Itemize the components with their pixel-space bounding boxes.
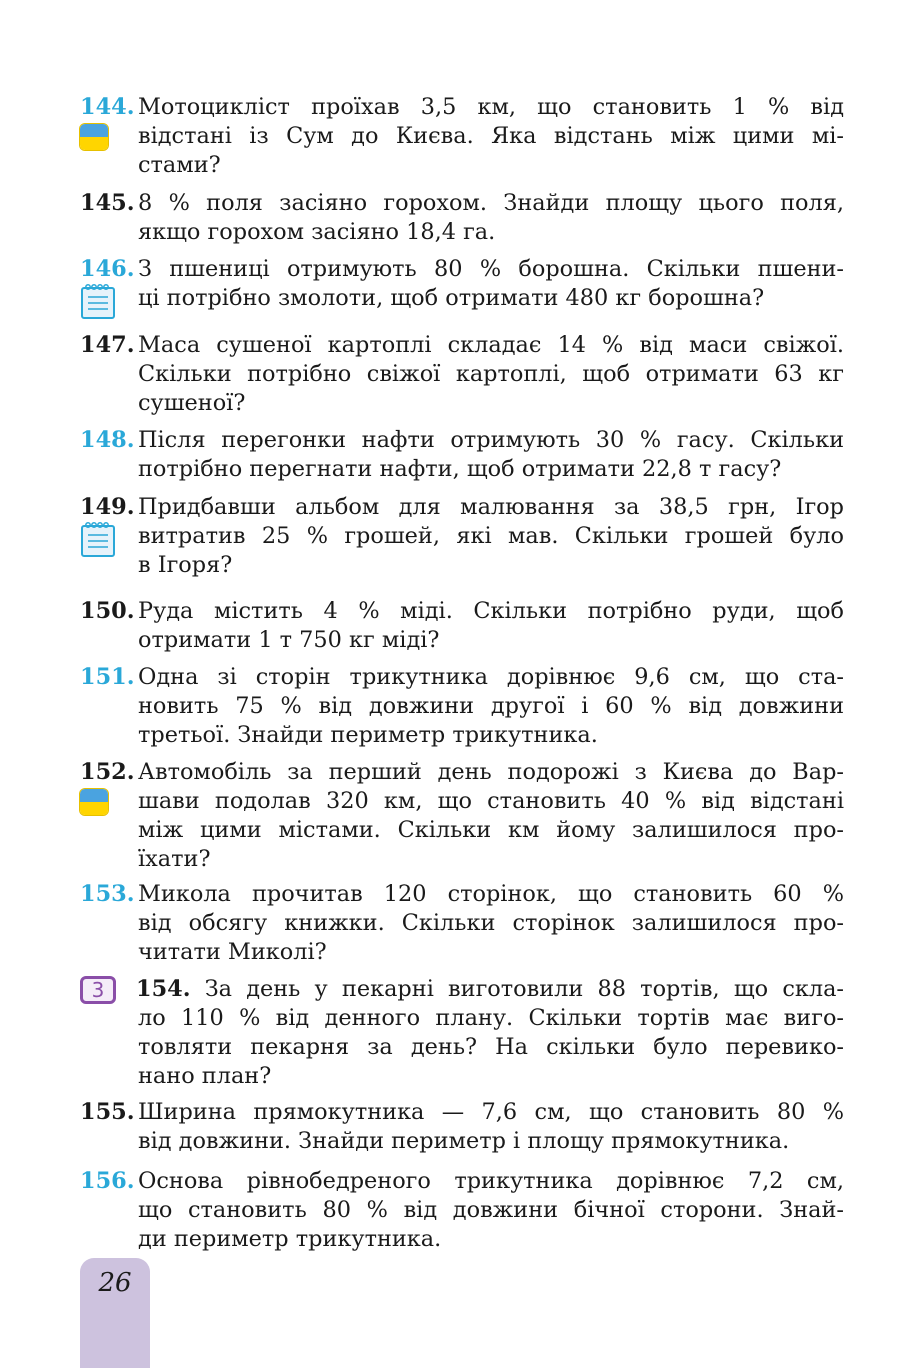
ukraine-flag-icon xyxy=(80,789,108,815)
problem-text-line: третьої. Знайди периметр трикутника. xyxy=(138,722,598,748)
problem-text-line xyxy=(136,974,844,1004)
problem-number: 152. xyxy=(80,759,135,785)
problem-text-line: ло 110 % від денного плану. Скільки тортів має виго- xyxy=(138,1005,844,1031)
problem-text-line: Скільки потрібно свіжої картоплі, щоб отримати 63 кг xyxy=(138,361,844,387)
problem-text-line: Придбавши альбом для малювання за 38,5 грн, Ігор xyxy=(138,494,844,520)
problem-number: 145. xyxy=(80,190,135,216)
difficulty-level-badge: 3 xyxy=(80,976,116,1004)
problem-text-line: їхати? xyxy=(138,846,211,872)
problem-text-line: Автомобіль за перший день подорожі з Києва до Вар- xyxy=(138,759,844,785)
problem-number: 153. xyxy=(80,881,135,907)
problem-text-line: між цими містами. Скільки км йому залишилося про- xyxy=(138,817,844,843)
problem-text-line: в Ігоря? xyxy=(138,552,233,578)
problem-text-line: отримати 1 т 750 кг міді? xyxy=(138,627,440,653)
notebook-icon xyxy=(80,520,116,558)
problem-number: 150. xyxy=(80,598,135,624)
problem-text-line: відстані із Сум до Києва. Яка відстань між цими мі- xyxy=(138,123,844,149)
problem-number: 154. xyxy=(136,976,191,1002)
problem-number: 144. xyxy=(80,94,135,120)
problem-text-line: Микола прочитав 120 сторінок, що становить 60 % xyxy=(138,881,844,907)
problem-text-line: Одна зі сторін трикутника дорівнює 9,6 см, що ста- xyxy=(138,664,844,690)
problem-text-line: Мотоцикліст проїхав 3,5 км, що становить 1 % від xyxy=(138,94,844,120)
problem-number: 149. xyxy=(80,494,135,520)
problem-text-line: Ширина прямокутника — 7,6 см, що становить 80 % xyxy=(138,1099,844,1125)
problem-text-line: нано план? xyxy=(138,1063,272,1089)
problem-number: 155. xyxy=(80,1099,135,1125)
problem-text-line: З пшениці отримують 80 % борошна. Скільки пшени- xyxy=(138,256,844,282)
notebook-icon xyxy=(80,282,116,320)
problem-text-line: Руда містить 4 % міді. Скільки потрібно руди, щоб xyxy=(138,598,844,624)
problem-text: За день у пекарні виготовили 88 тортів, що скла- xyxy=(204,976,844,1002)
problem-text-line: Після перегонки нафти отримують 30 % гасу. Скільки xyxy=(138,427,844,453)
problem-text-line: що становить 80 % від довжини бічної сторони. Знай- xyxy=(138,1197,844,1223)
problem-text-line: сушеної? xyxy=(138,390,246,416)
problem-number: 156. xyxy=(80,1168,135,1194)
page-number-tab xyxy=(80,1258,150,1368)
problem-text-line: потрібно перегнати нафти, щоб отримати 22,8 т гасу? xyxy=(138,456,782,482)
problem-number: 151. xyxy=(80,664,135,690)
problem-number: 147. xyxy=(80,332,135,358)
problem-text-line: якщо горохом засіяно 18,4 га. xyxy=(138,219,496,245)
problem-text-line: від довжини. Знайди периметр і площу прямокутника. xyxy=(138,1128,790,1154)
problem-text-line: стами? xyxy=(138,152,221,178)
problem-text-line: ди периметр трикутника. xyxy=(138,1226,442,1252)
page-number: 26 xyxy=(98,1268,132,1298)
ukraine-flag-icon xyxy=(80,124,108,150)
problem-text-line: читати Миколі? xyxy=(138,939,327,965)
problem-text-line: ці потрібно змолоти, щоб отримати 480 кг борошна? xyxy=(138,285,765,311)
problem-text-line: Основа рівнобедреного трикутника дорівнює 7,2 см, xyxy=(138,1168,844,1194)
problem-number: 146. xyxy=(80,256,135,282)
problem-text-line: 8 % поля засіяно горохом. Знайди площу цього поля, xyxy=(138,190,844,216)
problem-number: 148. xyxy=(80,427,135,453)
problem-text-line: витратив 25 % грошей, які мав. Скільки грошей було xyxy=(138,523,844,549)
problem-text-line: шави подолав 320 км, що становить 40 % від відстані xyxy=(138,788,844,814)
problem-text-line: новить 75 % від довжини другої і 60 % від довжини xyxy=(138,693,844,719)
problem-text-line: від обсягу книжки. Скільки сторінок залишилося про- xyxy=(138,910,844,936)
problem-text-line: Маса сушеної картоплі складає 14 % від маси свіжої. xyxy=(138,332,844,358)
problem-text-line: товляти пекарня за день? На скільки було перевико- xyxy=(138,1034,844,1060)
